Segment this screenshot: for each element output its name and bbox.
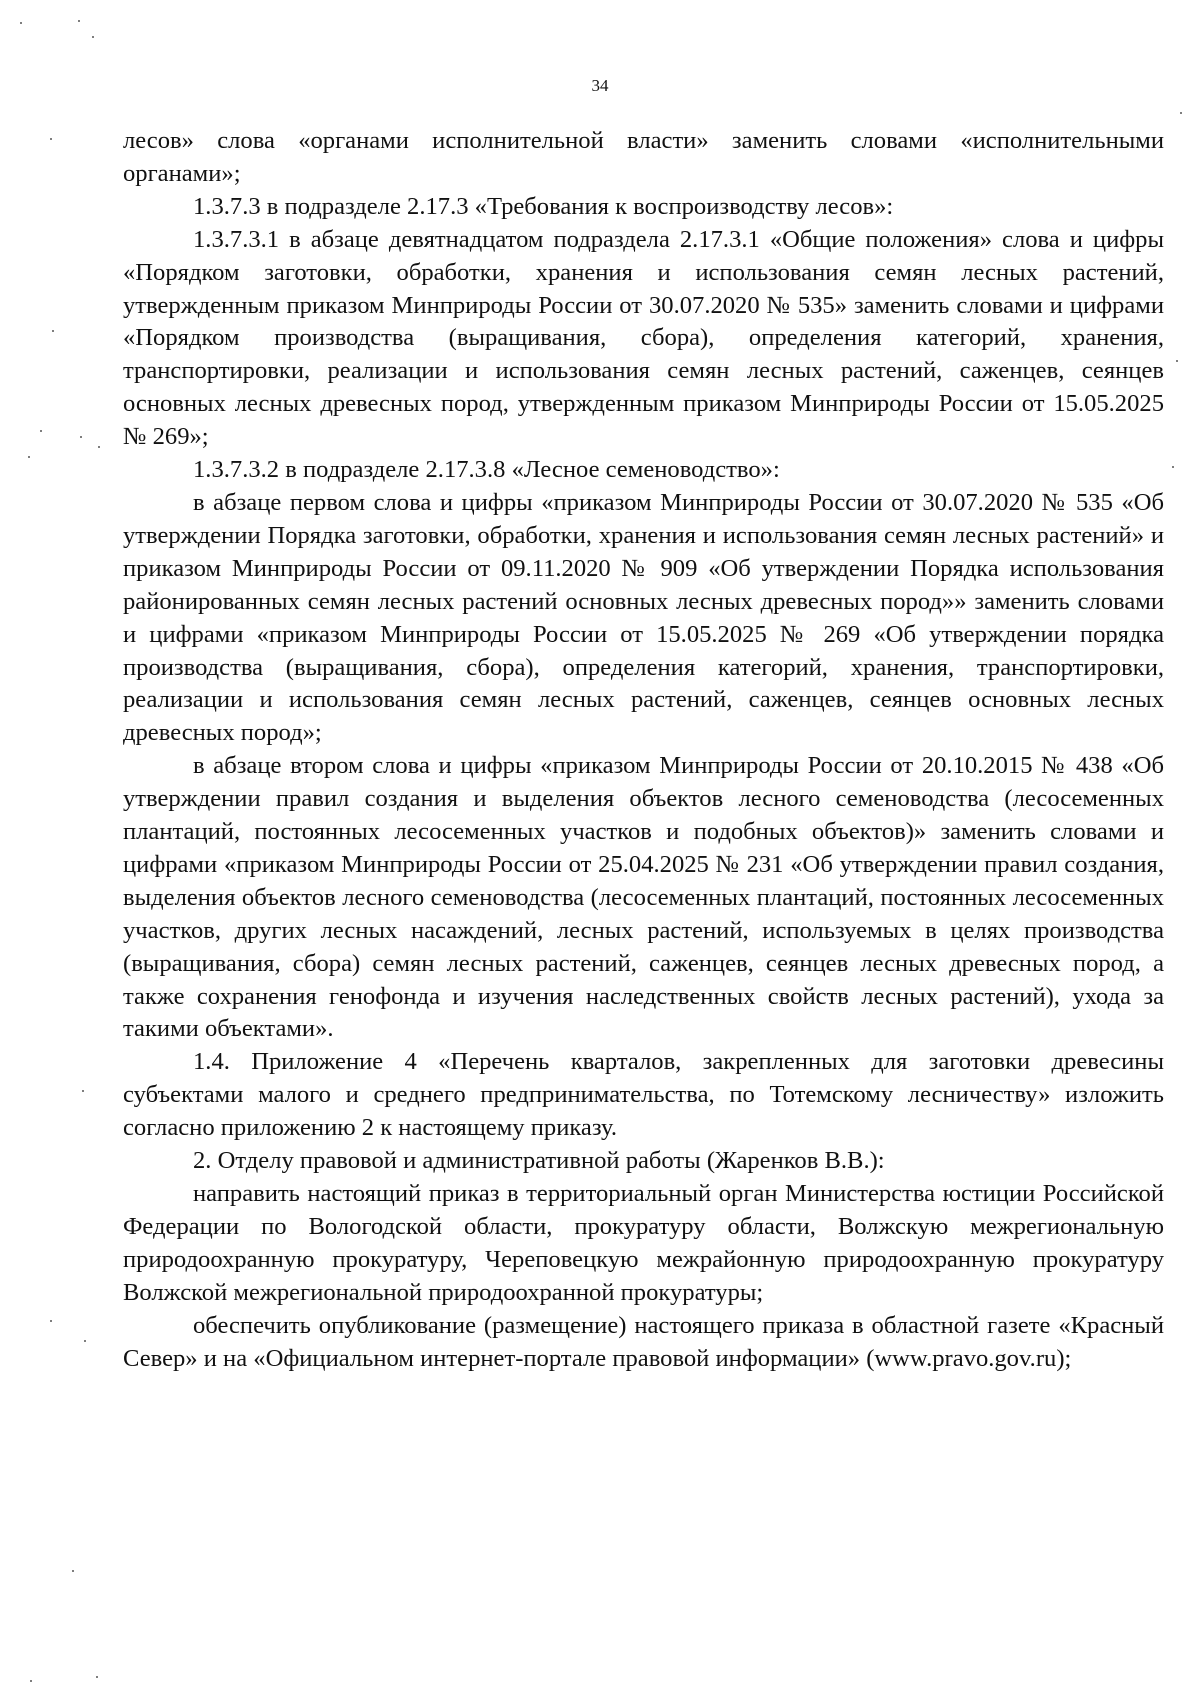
scan-speck — [40, 430, 42, 432]
paragraph-continuation: лесов» слова «органами исполнительной власти» заменить словами «исполнительными органами»; — [123, 127, 1164, 187]
scan-speck — [1180, 112, 1182, 114]
scan-speck — [82, 1090, 84, 1092]
paragraph-second-abzac: в абзаце втором слова и цифры «приказом Минприроды России от 20.10.2015 № 438 «Об утверждении правил создания и выделения объектов лесного семеноводства (лесосеменных плантаций, постоянных лесосеменных участков и подобных объектов)» заменить словами и цифрами «приказом Минприроды России от 25.04.2025 № 231 «Об утверждении правил создания, выделения объектов лесного семеноводства (лесосеменных плантаций, постоянных лесосеменных участков, других лесных насаждений, лесных растений, используемых в целях производства (выращивания, сбора) семян лесных растений, саженцев, сеянцев лесных древесных пород, а также сохранения генофонда и изучения наследственных свойств лесных растений), ухода за такими объектами». — [123, 752, 1164, 1043]
paragraph-first-abzac: в абзаце первом слова и цифры «приказом Минприроды России от 30.07.2020 № 535 «Об утверждении Порядка заготовки, обработки, хранения и использования семян лесных растений» и приказом Минприроды России от 09.11.2020 № 909 «Об утверждении Порядка использования районированных семян лесных растений основных лесных древесных пород»» заменить словами и цифрами «приказом Минприроды России от 15.05.2025 № 269 «Об утверждении порядка производства (выращивания, сбора), определения категорий, хранения, транспортировки, реализации и использования семян лесных растений, саженцев, сеянцев основных лесных древесных пород»; — [123, 488, 1164, 747]
scan-speck — [78, 20, 80, 22]
document-body — [123, 125, 1164, 1375]
scan-speck — [20, 22, 22, 24]
scan-speck — [50, 138, 52, 140]
scan-speck — [1176, 360, 1178, 362]
scan-speck — [28, 456, 30, 458]
paragraph-1-3-7-3-1: 1.3.7.3.1 в абзаце девятнадцатом подраздела 2.17.3.1 «Общие положения» слова и цифры «Порядком заготовки, обработки, хранения и использования семян лесных растений, утвержденным приказом Минприроды России от 30.07.2020 № 535» заменить словами и цифрами «Порядком производства (выращивания, сбора), определения категорий, хранения, транспортировки, реализации и использования семян лесных растений, саженцев, сеянцев основных лесных древесных пород, утвержденным приказом Минприроды России от 15.05.2025 № 269»; — [123, 225, 1164, 451]
paragraph-publication: обеспечить опубликование (размещение) настоящего приказа в областной газете «Красный Север» и на «Официальном интернет-портале правовой информации» (www.pravo.gov.ru); — [123, 1311, 1164, 1372]
paragraph-2: 2. Отделу правовой и административной работы (Жаренков В.В.): — [193, 1147, 885, 1175]
paragraph-1-4: 1.4. Приложение 4 «Перечень кварталов, закрепленных для заготовки древесины субъектами малого и среднего предпринимательства, по Тотемскому лесничеству» изложить согласно приложению 2 к настоящему приказу. — [123, 1048, 1164, 1142]
scan-speck — [96, 1676, 98, 1678]
scan-speck — [72, 1570, 74, 1572]
paragraph-1-3-7-3-2: 1.3.7.3.2 в подразделе 2.17.3.8 «Лесное семеноводство»: — [193, 456, 780, 484]
scan-speck — [30, 1680, 32, 1682]
scan-speck — [84, 1340, 86, 1342]
paragraph-direct-order: направить настоящий приказ в территориальный орган Министерства юстиции Российской Федерации по Вологодской области, прокуратуру области, Волжскую межрегиональную природоохранную прокуратуру, Череповецкую межрайонную природоохранную прокуратуру Волжской межрегиональной природоохранной прокуратуры; — [123, 1180, 1164, 1306]
scan-speck — [1172, 466, 1174, 468]
scan-speck — [50, 1320, 52, 1322]
scan-speck — [80, 436, 82, 438]
scan-speck — [98, 446, 100, 448]
scan-speck — [52, 330, 54, 332]
scan-speck — [92, 36, 94, 38]
page-number: 34 — [591, 76, 609, 95]
paragraph-1-3-7-3: 1.3.7.3 в подразделе 2.17.3 «Требования к воспроизводству лесов»: — [193, 192, 894, 220]
